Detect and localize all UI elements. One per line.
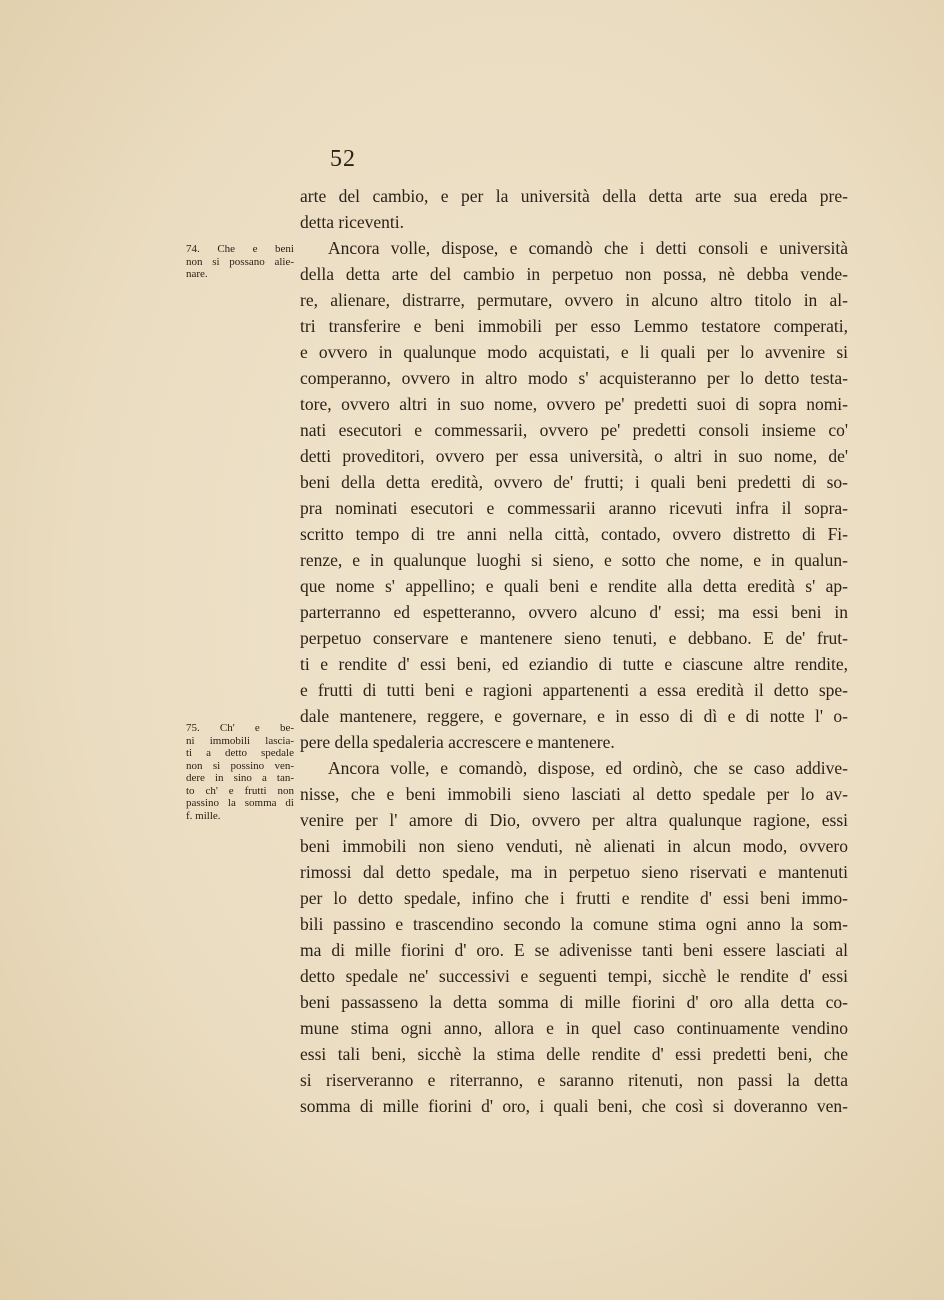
text-line: ma di mille fiorini d' oro. E se adivenisse tanti beni essere lasciati al <box>300 940 848 960</box>
text-line: somma di mille fiorini d' oro, i quali beni, che così si doveranno ven- <box>300 1096 848 1116</box>
text-line: detto spedale ne' successivi e seguenti tempi, sicchè le rendite d' essi <box>300 966 848 986</box>
text-line: parterranno ed espetteranno, ovvero alcuno d' essi; ma essi beni in <box>300 602 848 622</box>
text-line: nisse, che e beni immobili sieno lasciati al detto spedale per lo av- <box>300 784 848 804</box>
text-line: essi tali beni, sicchè la stima delle rendite d' essi predetti beni, che <box>300 1044 848 1064</box>
text-line: scritto tempo di tre anni nella città, contado, ovvero distretto di Fi- <box>300 524 848 544</box>
text-line: arte del cambio, e per la università della detta arte sua ereda pre- <box>300 186 848 206</box>
text-line: nati esecutori e commessarii, ovvero pe' predetti consoli insieme co' <box>300 420 848 440</box>
text-line: pra nominati esecutori e commessarii aranno ricevuti infra il sopra- <box>300 498 848 518</box>
text-line: e ovvero in qualunque modo acquistati, e li quali per lo avvenire si <box>300 342 848 362</box>
text-line: dale mantenere, reggere, e governare, e in esso di dì e di notte l' o- <box>300 706 848 726</box>
page-crease-mark <box>10 600 16 640</box>
margin-note-line: 74. Che e beni <box>186 243 294 255</box>
margin-note-line: nare. <box>186 268 208 280</box>
main-text-column <box>300 183 848 1119</box>
text-line: Ancora volle, dispose, e comandò che i detti consoli e università <box>328 238 848 258</box>
text-line: re, alienare, distrarre, permutare, ovvero in alcuno altro titolo in al- <box>300 290 848 310</box>
text-line: beni passasseno la detta somma di mille fiorini d' oro alla detta co- <box>300 992 848 1012</box>
text-line: beni della detta eredità, ovvero de' frutti; i quali beni predetti di so- <box>300 472 848 492</box>
text-line: ti e rendite d' essi beni, ed eziandio di tutte e ciascune altre rendite, <box>300 654 848 674</box>
text-line: renze, e in qualunque luoghi si sieno, e sotto che nome, e in qualun- <box>300 550 848 570</box>
text-line: perpetuo conservare e mantenere sieno tenuti, e debbano. E de' frut- <box>300 628 848 648</box>
margin-note-line: 75. Ch' e be- <box>186 722 294 734</box>
text-line: bili passino e trascendino secondo la comune stima ogni anno la som- <box>300 914 848 934</box>
text-line: tore, ovvero altri in suo nome, ovvero pe' predetti suoi di sopra nomi- <box>300 394 848 414</box>
margin-note-line: dere in sino a tan- <box>186 772 294 784</box>
text-line: rimossi dal detto spedale, ma in perpetuo sieno riservati e mantenuti <box>300 862 848 882</box>
text-line: Ancora volle, e comandò, dispose, ed ordinò, che se caso addive- <box>328 758 848 778</box>
text-line: beni immobili non sieno venduti, nè alienati in alcun modo, ovvero <box>300 836 848 856</box>
margin-note-line: passino la somma di <box>186 797 294 809</box>
text-line: si riserveranno e riterranno, e saranno ritenuti, non passi la detta <box>300 1070 848 1090</box>
margin-note-75 <box>186 722 294 822</box>
margin-note-line: ni immobili lascia- <box>186 734 294 747</box>
text-line: e frutti di tutti beni e ragioni appartenenti a essa eredità il detto spe- <box>300 680 848 700</box>
text-line: tri transferire e beni immobili per esso Lemmo testatore comperati, <box>300 316 848 336</box>
margin-note-line: non si possino ven- <box>186 759 294 772</box>
text-line: detta riceventi. <box>300 212 404 232</box>
margin-note-line: to ch' e frutti non <box>186 784 294 797</box>
text-line: per lo detto spedale, infino che i frutti e rendite d' essi beni immo- <box>300 888 848 908</box>
text-line: della detta arte del cambio in perpetuo non possa, nè debba vende- <box>300 264 848 284</box>
text-line: comperanno, ovvero in altro modo s' acquisteranno per lo detto testa- <box>300 368 848 388</box>
margin-note-74 <box>186 243 294 281</box>
text-line: detti proveditori, ovvero per essa università, o altri in suo nome, de' <box>300 446 848 466</box>
margin-note-line: non si possano alie- <box>186 255 294 268</box>
text-line: pere della spedaleria accrescere e mantenere. <box>300 732 615 752</box>
margin-note-line: f. mille. <box>186 809 221 822</box>
text-line: venire per l' amore di Dio, ovvero per altra qualunque ragione, essi <box>300 810 848 830</box>
text-line: mune stima ogni anno, allora e in quel caso continuamente vendino <box>300 1018 848 1038</box>
margin-note-line: ti a detto spedale <box>186 747 294 759</box>
text-line: que nome s' appellino; e quali beni e rendite alla detta eredità s' ap- <box>300 576 848 596</box>
page-number: 52 <box>330 146 356 172</box>
